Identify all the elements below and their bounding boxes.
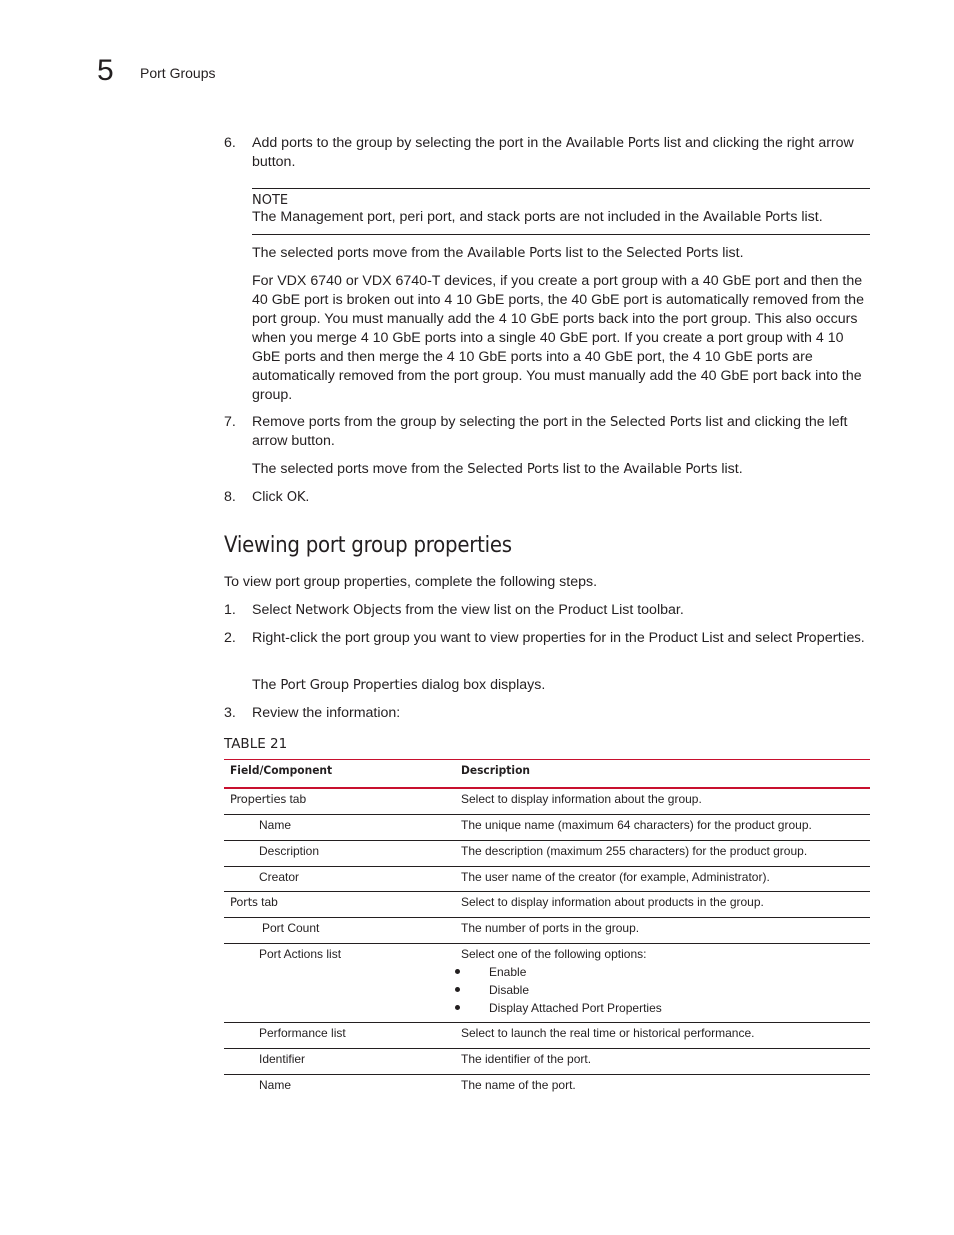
ui-term: Selected Ports — [610, 415, 702, 430]
text-run: The Management port, peri port, and stack ports are not included in the — [252, 209, 704, 225]
table-row-rule — [224, 1074, 870, 1075]
ui-term: Network Objects — [295, 603, 402, 618]
table-header-rule — [224, 787, 870, 789]
step-number: 7. — [224, 414, 236, 430]
note-box — [252, 188, 870, 235]
text-run: list. — [717, 461, 743, 477]
ui-term: Available Ports — [565, 136, 660, 151]
table-row-field: Name — [259, 818, 292, 832]
section-heading: Viewing port group properties — [224, 533, 512, 558]
table-caption: TABLE 21 — [224, 736, 288, 752]
paragraph-dialog — [252, 676, 870, 695]
table-row-rule — [224, 891, 870, 892]
text-run: . — [305, 489, 310, 505]
table-row-rule — [224, 1048, 870, 1049]
text-run: Click — [252, 489, 287, 505]
text-run: s list. — [711, 245, 744, 261]
table-top-rule — [224, 759, 870, 760]
table-row-field — [230, 895, 278, 909]
step-text — [252, 601, 870, 620]
table-row-field: Name — [259, 1078, 292, 1092]
step-text — [252, 413, 870, 451]
ui-term: Selected Port — [626, 246, 712, 261]
step-number: 2. — [224, 630, 236, 646]
text-run: Right-click the port group you want to view properties for in the Product List and select — [252, 630, 797, 646]
text-run: Remove ports from the group by selecting the port in the — [252, 414, 611, 430]
table-row-description: The number of ports in the group. — [461, 921, 640, 935]
note-text — [252, 208, 823, 227]
table-row-description: The description (maximum 255 characters) for the product group. — [461, 844, 808, 858]
table-row-field: Description — [259, 844, 320, 858]
ui-term: Available Port — [467, 246, 555, 261]
step-text — [252, 629, 870, 648]
chapter-number: 5 — [97, 54, 114, 87]
text-run: s list to the — [554, 245, 627, 261]
ui-term: Ports — [230, 895, 258, 909]
text-run: Add ports to the group by selecting the port in the — [252, 135, 566, 151]
table-header-description: Description — [461, 763, 530, 777]
table-row-field: Creator — [259, 870, 300, 884]
ui-term: Port Group Properties — [280, 678, 418, 693]
table-row-description: The name of the port. — [461, 1078, 576, 1092]
ui-term: Properties — [230, 792, 287, 806]
table-row-rule — [224, 1022, 870, 1023]
paragraph-selected-move — [252, 244, 870, 263]
step-text — [252, 488, 870, 507]
table-row-rule — [224, 917, 870, 918]
table-row-description: Select to launch the real time or historical performance. — [461, 1026, 755, 1040]
table-row-field: Port Actions list — [259, 947, 342, 961]
text-run: . — [860, 630, 865, 646]
step-number: 8. — [224, 489, 236, 505]
table-row-rule — [224, 943, 870, 944]
text-run: The — [252, 677, 281, 693]
table-row-description: Select to display information about the group. — [461, 792, 702, 806]
paragraph-vdx: For VDX 6740 or VDX 6740-T devices, if you create a port group with a 40 GbE port and then the 40 GbE port is broken out into 4 10 GbE ports, the 40 GbE port is automatically removed from the port group. You must manually add the 4 10 GbE ports back into the port group. This also occurs when you merge 4 10 GbE ports into a single 40 GbE port. If you create a port group with 4 10 GbE ports and then merge the 4 10 GbE ports into a 40 GbE port, the 4 10 GbE ports are automatically removed from the port group. You must manually add the 40 GbE port back into the group. — [252, 273, 864, 403]
table-row-field — [230, 792, 306, 806]
step-number: 3. — [224, 705, 236, 721]
step-number: 6. — [224, 135, 236, 151]
chapter-title: Port Groups — [140, 65, 216, 81]
ui-term: Available Port — [703, 210, 791, 225]
bullet-item: Enable — [489, 965, 527, 979]
text-run: Select — [252, 602, 296, 618]
ui-term: Selected Ports — [467, 462, 559, 477]
table-row-description: The unique name (maximum 64 characters) for the product group. — [461, 818, 812, 832]
table-row-rule — [224, 840, 870, 841]
table-row-description: The user name of the creator (for example, Administrator). — [461, 870, 770, 884]
note-label: NOTE — [252, 193, 289, 208]
bullet-item: Disable — [489, 983, 530, 997]
text-run: Review the information: — [252, 705, 401, 721]
table-header-field: Field/Component — [230, 763, 333, 777]
table-row-rule — [224, 814, 870, 815]
text-run: list and clicking the right arrow button. — [252, 135, 854, 170]
table-row-description: The identifier of the port. — [461, 1052, 592, 1066]
step-text — [252, 134, 870, 172]
step-number: 1. — [224, 602, 236, 618]
text-run: from the view list on the Product List toolbar. — [401, 602, 684, 618]
bullet-item: Display Attached Port Properties — [489, 1001, 662, 1015]
text-run: tab — [286, 792, 307, 806]
table-row-field: Port Count — [262, 921, 320, 935]
step-text — [252, 704, 870, 723]
text-run: list and clicking the left arrow button. — [252, 414, 848, 449]
table-row-field: Identifier — [259, 1052, 306, 1066]
text-run: dialog box displays. — [417, 677, 546, 693]
table-row-description: Select to display information about products in the group. — [461, 895, 764, 909]
text-run: tab — [257, 895, 278, 909]
paragraph-selected-move-2 — [252, 460, 870, 479]
text-run: list to the — [558, 461, 624, 477]
ui-term: Properties — [796, 631, 861, 646]
table-row-rule — [224, 866, 870, 867]
ui-term: OK — [286, 490, 306, 505]
table-row-description: Select one of the following options: — [461, 947, 647, 961]
table-row-field: Performance list — [259, 1026, 346, 1040]
ui-term: Available Ports — [623, 462, 718, 477]
section-intro: To view port group properties, complete the following steps. — [224, 574, 598, 590]
text-run: s list. — [790, 209, 823, 225]
text-run: The selected ports move from the — [252, 245, 468, 261]
text-run: The selected ports move from the — [252, 461, 468, 477]
